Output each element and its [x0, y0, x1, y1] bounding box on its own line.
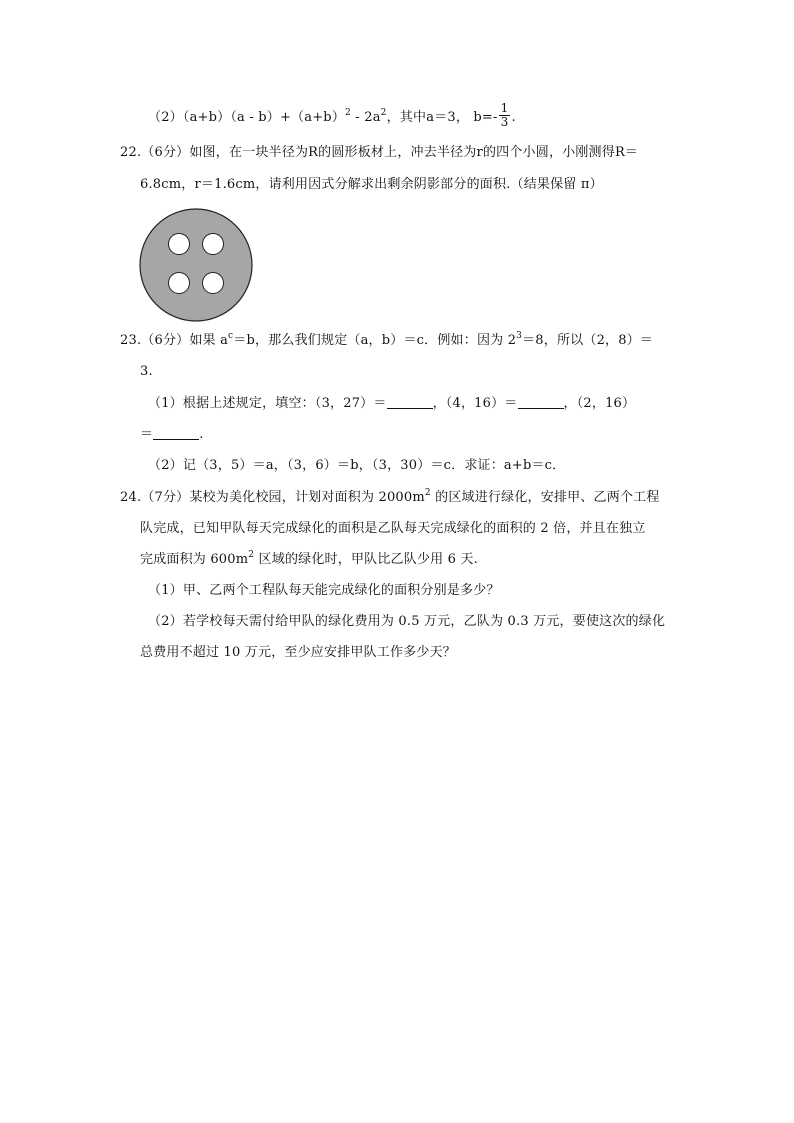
- q23-text-c: ＝8，所以（2，8）＝: [522, 333, 654, 348]
- q24-line2: 队完成，已知甲队每天完成绿化的面积是乙队每天完成绿化的面积的 2 倍，并且在独立: [140, 521, 646, 536]
- q23-part1-text-a: （1）根据上述规定，填空：（3，27）＝: [148, 396, 387, 411]
- answer-blank-3[interactable]: [153, 425, 199, 440]
- q23-superscript-c: c: [228, 331, 234, 341]
- q21-part2-label: （2）: [148, 110, 183, 125]
- q21-expression: （a+b）（a - b）+（a+b）: [182, 110, 346, 125]
- large-circle: [140, 209, 252, 321]
- small-circle-top-right: [203, 234, 224, 255]
- q24-part1: （1）甲、乙两个工程队每天能完成绿化的面积分别是多少？: [148, 583, 500, 598]
- q21-a-value: a＝3，: [426, 110, 470, 125]
- q21-b-fraction: [499, 102, 511, 129]
- answer-blank-1[interactable]: [387, 394, 433, 409]
- q24-part2-line1: （2）若学校每天需付给甲队的绿化费用为 0.5 万元，乙队为 0.3 万元，要使这次的绿化: [148, 614, 666, 629]
- q23-part1-text-b: ，（4，16）＝: [432, 396, 518, 411]
- q24-part2-line2: 总费用不超过 10 万元，至少应安排甲队工作多少天？: [140, 645, 457, 660]
- q23-part1-text-c: ，（2，16）: [563, 396, 636, 411]
- q23-text-b: ＝b，那么我们规定（a，b）＝c．例如：因为 2: [233, 333, 517, 348]
- q24-text-b: 的区域进行绿化，安排甲、乙两个工程: [430, 490, 660, 505]
- q24-text-a: 24.（7分）某校为美化校园，计划对面积为 2000m: [120, 490, 425, 505]
- q24-line1: [120, 488, 660, 508]
- answer-blank-2[interactable]: [518, 394, 564, 409]
- q21-part2: [148, 101, 516, 131]
- q23-part1: [148, 394, 635, 414]
- q23-text-a: 23.（6分）如果 a: [120, 333, 229, 348]
- q21-end: .: [511, 110, 516, 125]
- q23-line1: [120, 331, 653, 351]
- q23-line2: 3.: [140, 364, 153, 379]
- q21-expression-tail: - 2a: [350, 110, 381, 125]
- small-circle-bottom-right: [203, 273, 224, 294]
- q21-exponent-2: 2: [380, 108, 387, 118]
- fraction-denominator: 3: [500, 115, 509, 129]
- q21-where: ，其中: [386, 110, 427, 125]
- q24-superscript-2: 2: [248, 550, 255, 560]
- q22-line1: 22.（6分）如图，在一块半径为R的圆形板材上，冲去半径为r的四个小圆，小刚测得R＝: [120, 145, 639, 160]
- q22-line2: 6.8cm，r＝1.6cm，请利用因式分解求出剩余阴影部分的面积.（结果保留 π）: [140, 177, 603, 192]
- q23-part2: （2）记（3，5）＝a，（3，6）＝b，（3，30）＝c．求证：a+b＝c．: [148, 458, 566, 473]
- small-circle-top-left: [169, 234, 190, 255]
- circle-plate-figure: [138, 207, 254, 323]
- q24-text-d: 区域的绿化时，甲队比乙队少用 6 天.: [254, 552, 479, 567]
- small-circle-bottom-left: [169, 273, 190, 294]
- q23-part1-cont: [140, 425, 204, 445]
- q24-text-c: 完成面积为 600m: [140, 552, 249, 567]
- q23-part1-text-d: ＝: [140, 427, 154, 442]
- q23-superscript-3: 3: [516, 331, 523, 341]
- q24-line3: [140, 550, 478, 570]
- q24-superscript: 2: [424, 488, 431, 498]
- fraction-numerator: 1: [500, 101, 509, 115]
- q21-b-label: b=-: [473, 110, 498, 125]
- q21-exponent: 2: [345, 108, 351, 118]
- q23-part1-text-e: .: [199, 427, 204, 442]
